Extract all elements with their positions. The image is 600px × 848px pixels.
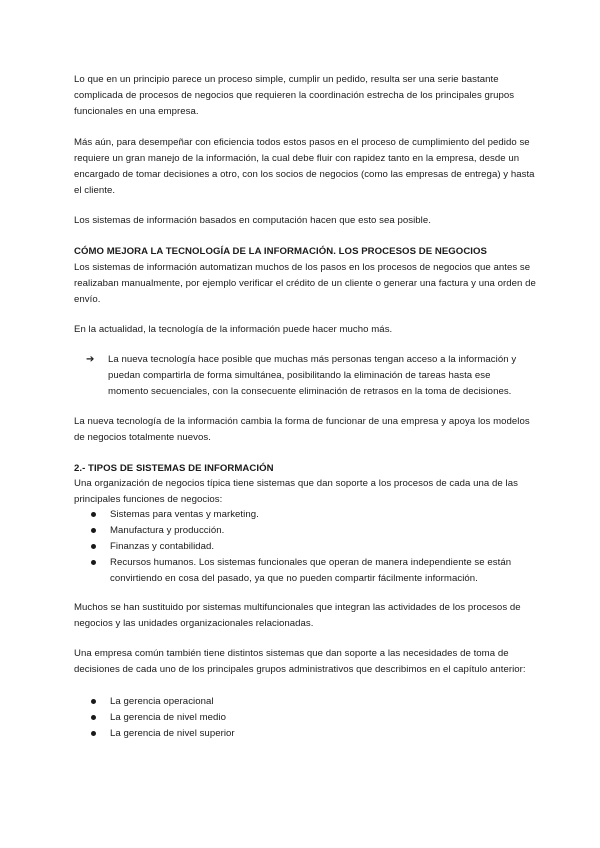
bullet-icon xyxy=(91,699,96,704)
list-item-text: La gerencia operacional xyxy=(110,696,214,707)
paragraph-typical-organization: Una organización de negocios típica tiene sistemas que dan soporte a los procesos de cada una de las principales funciones de negocios: xyxy=(74,478,518,505)
paragraph-automation: Los sistemas de información automatizan muchos de los pasos en los procesos de negocios que antes se realizaban manualmente, por ejemplo verificar el crédito de un cliente o generar una factura y una orden de envío. xyxy=(74,262,536,305)
list-item xyxy=(74,539,536,555)
bullet-icon xyxy=(91,528,96,533)
business-functions-list xyxy=(74,507,536,587)
list-item-text: Finanzas y contabilidad. xyxy=(110,541,215,552)
paragraph-multifunctional: Muchos se han sustituido por sistemas multifuncionales que integran las actividades de los procesos de negocios y las unidades organizacionales relacionadas. xyxy=(74,602,521,629)
list-item xyxy=(74,726,536,742)
paragraph-decision-support: Una empresa común también tiene distintos sistemas que dan soporte a las necesidades de toma de decisiones de cada uno de los principales grupos administrativos que describimos en el capítulo anterior: xyxy=(74,648,526,675)
bullet-icon xyxy=(91,560,96,565)
section-heading-it-processes: CÓMO MEJORA LA TECNOLOGÍA DE LA INFORMACIÓN. LOS PROCESOS DE NEGOCIOS xyxy=(74,246,487,257)
arrow-list-item-text: La nueva tecnología hace posible que muchas más personas tengan acceso a la información y puedan compartirla de forma simultánea, posibilitando la eliminación de tareas hasta ese momento secuenciales, con la consecuente eliminación de retrasos en la toma de decisiones. xyxy=(108,354,517,397)
paragraph-intro: Lo que en un principio parece un proceso simple, cumplir un pedido, resulta ser una serie bastante complicada de procesos de negocios que requieren la coordinación estrecha de los principales grupos funcionales en una empresa. xyxy=(74,74,515,117)
bullet-icon xyxy=(91,731,96,736)
bullet-icon xyxy=(91,544,96,549)
list-item xyxy=(74,523,536,539)
list-item-text: La gerencia de nivel medio xyxy=(110,712,226,723)
list-item-text: Recursos humanos. Los sistemas funcionales que operan de manera independiente se están convirtiendo en cosa del pasado, ya que no pueden compartir fácilmente información. xyxy=(110,557,512,584)
list-item xyxy=(74,555,536,587)
list-item-text: Sistemas para ventas y marketing. xyxy=(110,509,259,520)
bullet-icon xyxy=(91,512,96,517)
list-item-text: Manufactura y producción. xyxy=(110,525,225,536)
list-item xyxy=(74,507,536,523)
arrow-list-item xyxy=(86,352,530,400)
section-heading-system-types: 2.- TIPOS DE SISTEMAS DE INFORMACIÓN xyxy=(74,463,274,474)
management-levels-list xyxy=(74,694,536,742)
arrow-right-icon: ➔ xyxy=(86,354,95,365)
bullet-icon xyxy=(91,715,96,720)
paragraph-today: En la actualidad, la tecnología de la información puede hacer mucho más. xyxy=(74,324,393,335)
list-item xyxy=(74,710,536,726)
list-item-text: La gerencia de nivel superior xyxy=(110,728,235,739)
paragraph-new-technology: La nueva tecnología de la información cambia la forma de funcionar de una empresa y apoya los modelos de negocios totalmente nuevos. xyxy=(74,416,530,443)
paragraph-information-flow: Más aún, para desempeñar con eficiencia todos estos pasos en el proceso de cumplimiento del pedido se requiere un gran manejo de la información, la cual debe fluir con rapidez tanto en la empresa, desde un encargado de tomar decisiones a otro, con los socios de negocios (como las empresas de entrega) y hasta el cliente. xyxy=(74,137,535,196)
paragraph-computer-systems: Los sistemas de información basados en computación hacen que esto sea posible. xyxy=(74,215,431,226)
list-item xyxy=(74,694,536,710)
